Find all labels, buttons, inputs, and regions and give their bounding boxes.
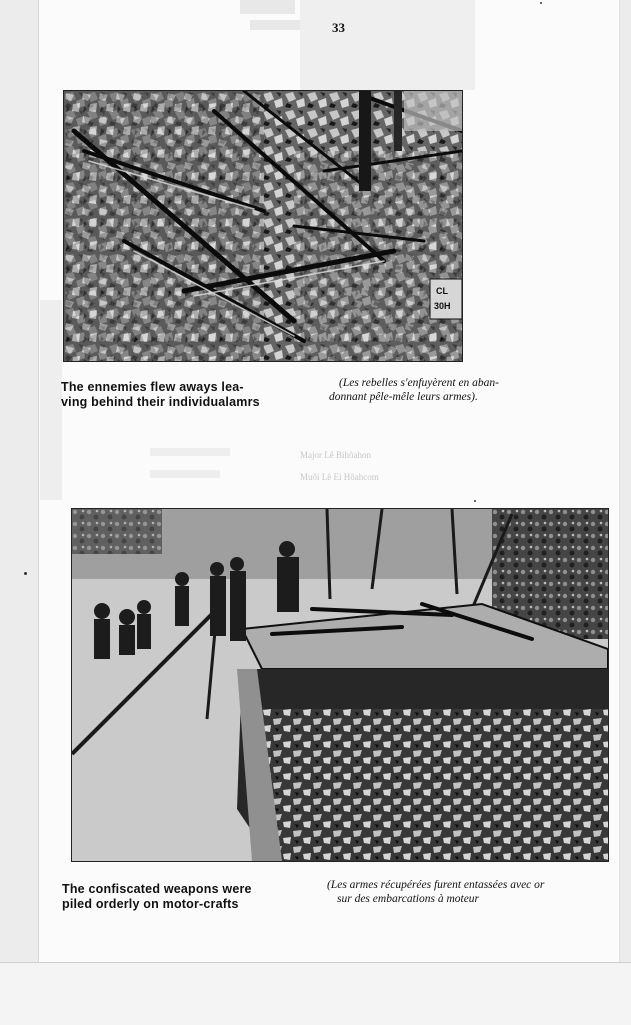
photo-motor-craft bbox=[71, 508, 609, 862]
caption-line: donnant pêle-mêle leurs armes). bbox=[329, 391, 478, 403]
scan-bottom-margin bbox=[0, 962, 631, 1025]
caption-french-top bbox=[329, 376, 500, 404]
caption-english-top bbox=[61, 380, 260, 410]
crate-marking: 30H bbox=[434, 301, 451, 311]
bleed-through-smudge bbox=[150, 470, 220, 478]
scan-speck bbox=[540, 2, 542, 4]
scan-speck bbox=[474, 500, 476, 502]
caption-line: The confiscated weapons were bbox=[62, 882, 252, 896]
caption-line: (Les rebelles s'enfuyèrent en aban- bbox=[339, 377, 500, 389]
page-number: 33 bbox=[332, 20, 345, 35]
bleed-through-text: Major Lê Bihôahon bbox=[300, 450, 371, 460]
caption-english-bottom bbox=[62, 882, 252, 912]
bleed-through-smudge bbox=[150, 448, 230, 456]
bleed-through-smudge bbox=[240, 0, 295, 14]
bleed-through-text: Muôi Lê Ei Hôahcom bbox=[300, 472, 379, 482]
caption-line: piled orderly on motor-crafts bbox=[62, 897, 239, 911]
scan-speck bbox=[24, 572, 27, 575]
bleed-through-smudge bbox=[250, 20, 300, 30]
caption-line: sur des embarcations à moteur bbox=[337, 893, 480, 905]
caption-line: (Les armes récupérées furent entassées avec or bbox=[327, 879, 545, 891]
caption-french-bottom bbox=[327, 878, 544, 906]
caption-line: ving behind their individualamrs bbox=[61, 395, 260, 409]
caption-line: The ennemies flew aways lea- bbox=[61, 380, 244, 394]
crate-marking: CL bbox=[436, 286, 448, 296]
bleed-through-smudge bbox=[40, 300, 62, 500]
photo-abandoned-weapons bbox=[63, 90, 463, 362]
bleed-through-smudge bbox=[300, 0, 475, 90]
